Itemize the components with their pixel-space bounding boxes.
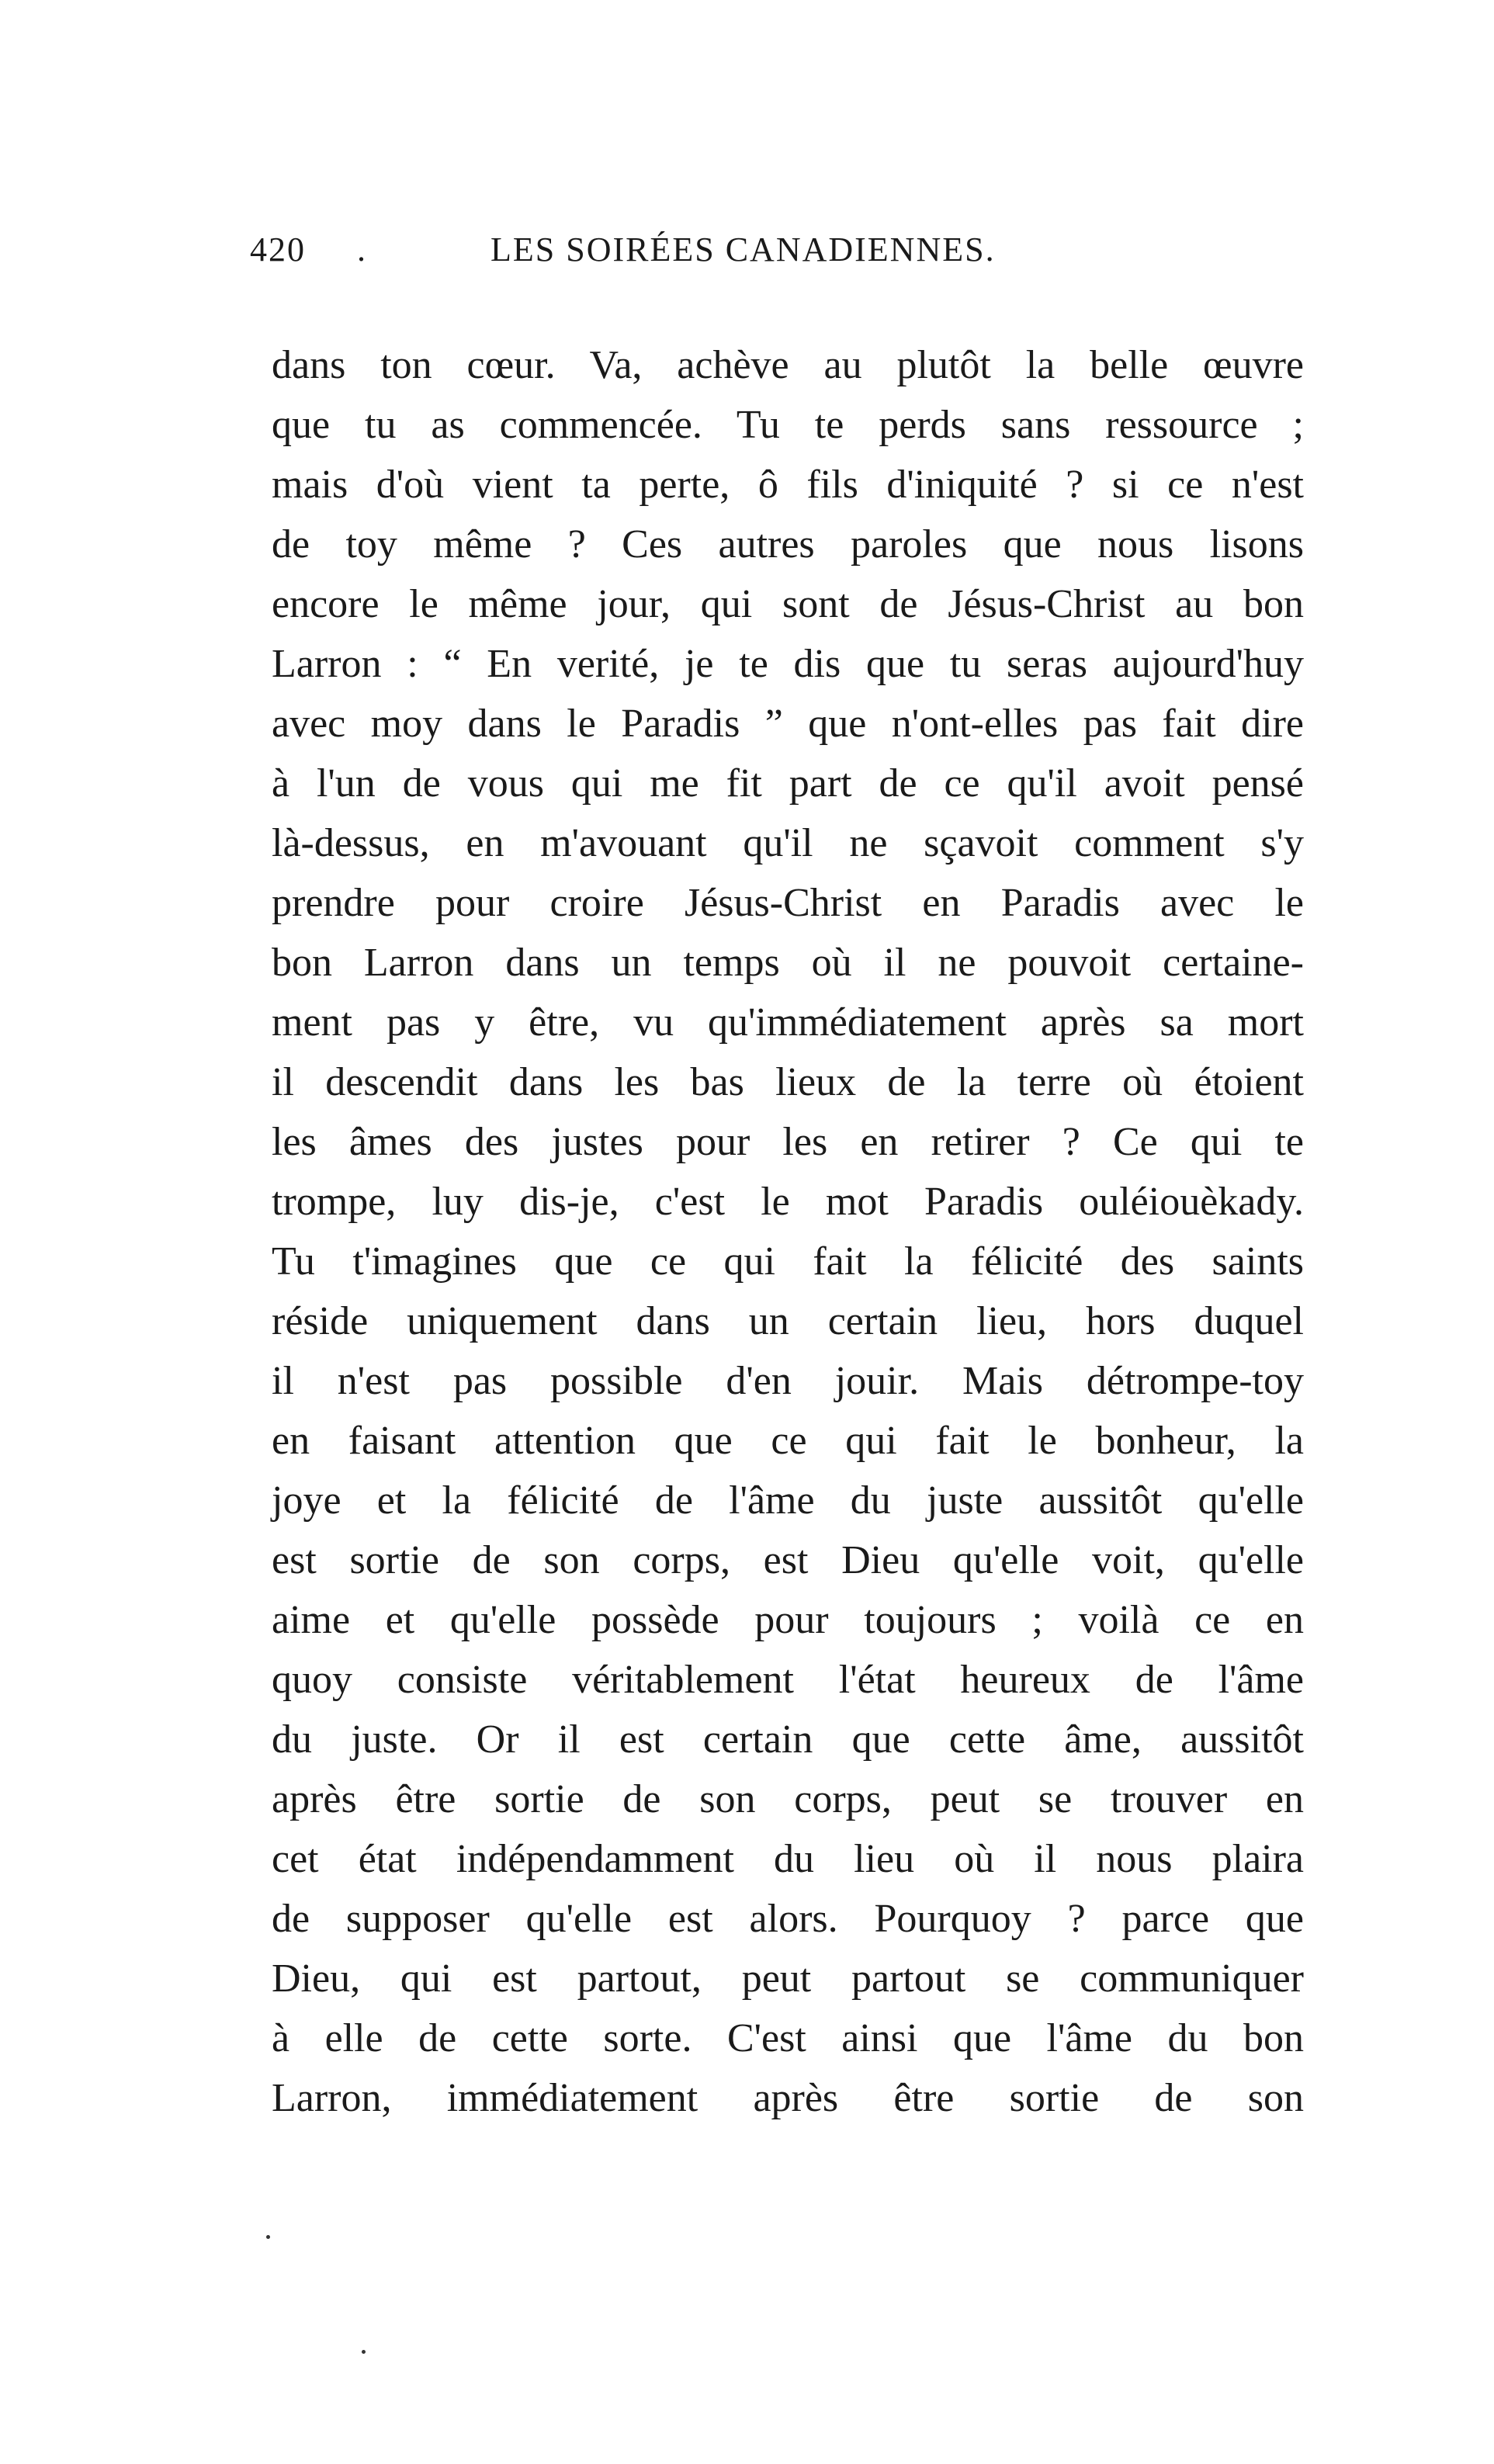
text-line: Tu t'imagines que ce qui fait la félicité des saints [272, 1239, 1304, 1284]
page-number: 420 [250, 230, 306, 269]
text-line: aime et qu'elle possède pour toujours ; voilà ce en [272, 1598, 1304, 1642]
text-line: il n'est pas possible d'en jouir. Mais détrompe-toy [272, 1359, 1304, 1403]
text-line: de supposer qu'elle est alors. Pourquoy ? parce que [272, 1897, 1304, 1941]
text-line: avec moy dans le Paradis ” que n'ont-elles pas fait dire [272, 702, 1304, 746]
text-line: trompe, luy dis-je, c'est le mot Paradis ouléiouèkady. [272, 1180, 1304, 1224]
text-line: dans ton cœur. Va, achève au plutôt la belle œuvre [272, 343, 1304, 387]
text-line: quoy consiste véritablement l'état heureux de l'âme [272, 1658, 1304, 1702]
text-line: que tu as commencée. Tu te perds sans ressource ; [272, 403, 1304, 447]
text-line: Larron : “ En verité, je te dis que tu seras aujourd'huy [272, 642, 1304, 686]
text-line: il descendit dans les bas lieux de la terre où étoient [272, 1060, 1304, 1104]
text-line: bon Larron dans un temps où il ne pouvoit certaine- [272, 941, 1304, 985]
text-line: encore le même jour, qui sont de Jésus-Christ au bon [272, 582, 1304, 626]
text-line: en faisant attention que ce qui fait le bonheur, la [272, 1419, 1304, 1463]
body-text [272, 335, 1304, 2128]
text-line: à l'un de vous qui me fit part de ce qu'il avoit pensé [272, 761, 1304, 806]
text-line: Dieu, qui est partout, peut partout se communiquer [272, 1956, 1304, 2001]
text-line: joye et la félicité de l'âme du juste aussitôt qu'elle [272, 1478, 1304, 1523]
text-line: Larron, immédiatement après être sortie de son [272, 2076, 1304, 2120]
page-number-separator: . [357, 230, 367, 269]
text-line: à elle de cette sorte. C'est ainsi que l'âme du bon [272, 2016, 1304, 2060]
ink-speck [266, 2235, 270, 2239]
text-line: après être sortie de son corps, peut se trouver en [272, 1777, 1304, 1821]
text-line: là-dessus, en m'avouant qu'il ne sçavoit comment s'y [272, 821, 1304, 865]
text-line: cet état indépendamment du lieu où il nous plaira [272, 1837, 1304, 1881]
text-line: ment pas y être, vu qu'immédiatement après sa mort [272, 1000, 1304, 1045]
text-line: du juste. Or il est certain que cette âme, aussitôt [272, 1717, 1304, 1762]
ink-speck [362, 2350, 366, 2354]
text-line: mais d'où vient ta perte, ô fils d'iniquité ? si ce n'est [272, 463, 1304, 507]
text-line: prendre pour croire Jésus-Christ en Paradis avec le [272, 881, 1304, 925]
text-line: les âmes des justes pour les en retirer ? Ce qui te [272, 1120, 1304, 1164]
running-head [250, 230, 1290, 284]
text-line: est sortie de son corps, est Dieu qu'elle voit, qu'elle [272, 1538, 1304, 1582]
text-line: de toy même ? Ces autres paroles que nous lisons [272, 522, 1304, 567]
running-title: LES SOIRÉES CANADIENNES. [490, 230, 996, 269]
text-line: réside uniquement dans un certain lieu, hors duquel [272, 1299, 1304, 1343]
